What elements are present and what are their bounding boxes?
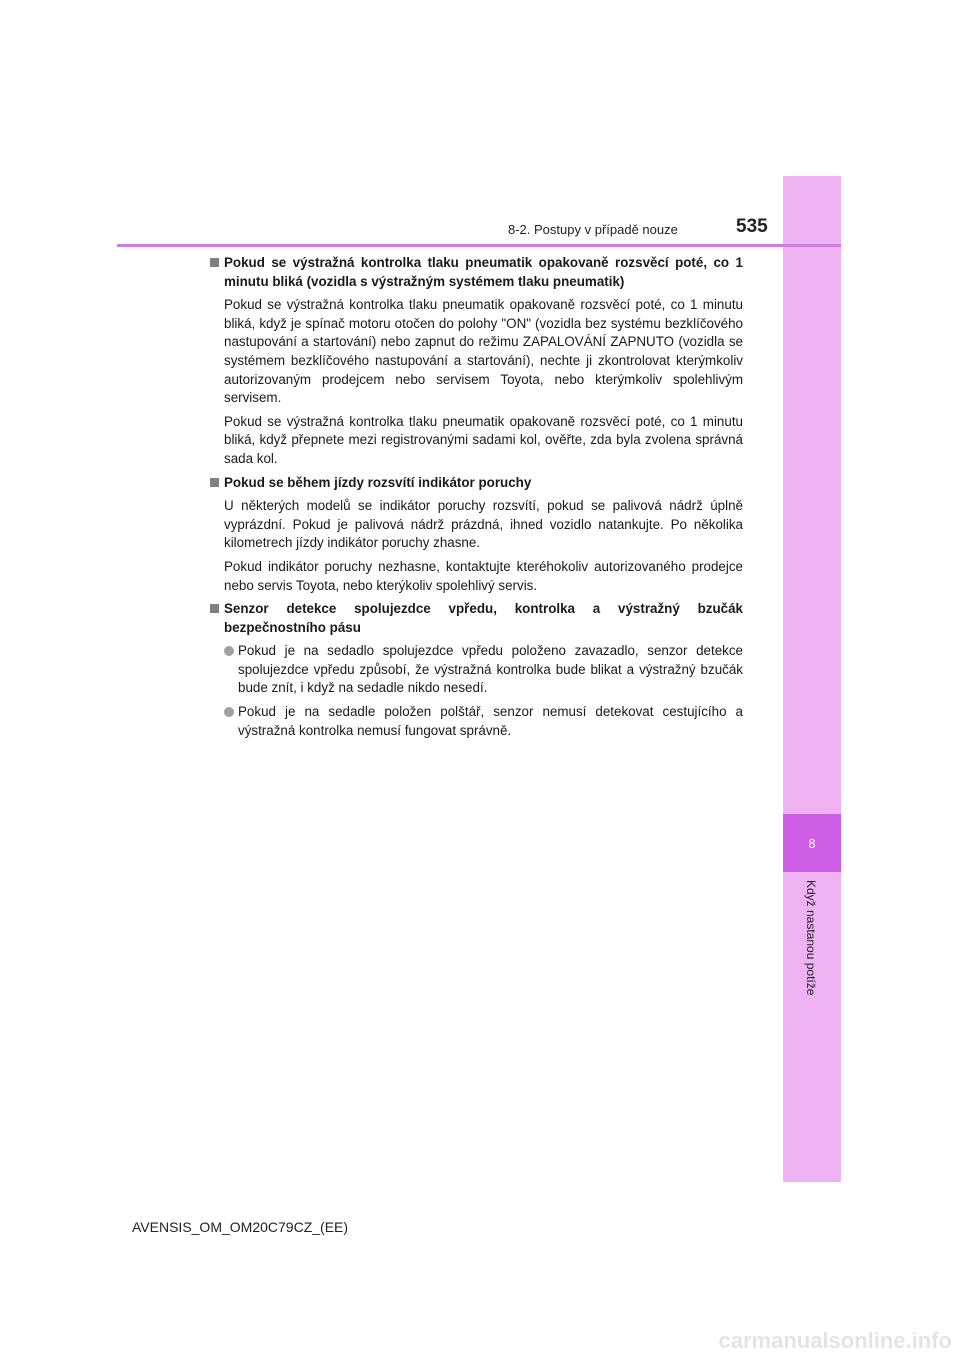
list-item: Pokud je na sedadlo spolujezdce vpředu položeno zavazadlo, senzor detekce spolujezdce vpředu způsobí, že výstražná kontrolka bude blikat a výstražný bzučák bude znít, i když na sedadle nikdo nesedí. xyxy=(210,642,743,698)
square-bullet-icon xyxy=(210,604,219,613)
round-bullet-icon xyxy=(224,707,234,717)
paragraph: Pokud se výstražná kontrolka tlaku pneumatik opakovaně rozsvěcí poté, co 1 minutu bliká, když přepnete mezi registrovanými sadami kol, ověřte, zda byla zvolena správná sada kol. xyxy=(224,413,743,466)
section-heading: Senzor detekce spolujezdce vpředu, kontrolka a výstražný bzučák bezpečnostního pásu xyxy=(210,600,743,637)
section-title: 8-2. Postupy v případě nouze xyxy=(508,222,678,237)
list-item: Pokud je na sedadle položen polštář, senzor nemusí detekovat cestujícího a výstražná kontrolka nemusí fungovat správně. xyxy=(210,703,743,740)
paragraph: Pokud se výstražná kontrolka tlaku pneumatik opakovaně rozsvěcí poté, co 1 minutu bliká, když je spínač motoru otočen do polohy "ON" (vozidla bez systému bezklíčového nastupování a startování) nebo zapnut do režimu ZAPALOVÁNÍ ZAPNUTO (vozidla se systémem bezklíčového nastupování a startování), nechte ji zkontrolovat kterýmkoliv autorizovaným prodejcem nebo servisem Toyota, nebo kterýmkoliv spolehlivým servisem. xyxy=(224,297,743,406)
square-bullet-icon xyxy=(210,478,219,487)
page-number: 535 xyxy=(736,216,768,237)
paragraph: U některých modelů se indikátor poruchy rozsvítí, pokud se palivová nádrž úplně vyprázdní. Pokud je palivová nádrž prázdná, ihned vozidlo natankujte. Po několika kilometrech jízdy indikátor poruchy zhasne. xyxy=(224,498,743,551)
chapter-title-text: Když nastanou potíže xyxy=(804,880,818,996)
section-item xyxy=(210,474,743,596)
chapter-number: 8 xyxy=(808,835,816,851)
header-divider xyxy=(117,244,841,247)
round-bullet-icon xyxy=(224,646,234,656)
section-heading: Pokud se výstražná kontrolka tlaku pneumatik opakovaně rozsvěcí poté, co 1 minutu bliká (vozidla s výstražným systémem tlaku pneumatik) xyxy=(210,254,743,291)
section-item xyxy=(210,600,743,740)
side-tab xyxy=(783,176,841,1182)
section-item xyxy=(210,254,743,469)
square-bullet-icon xyxy=(210,258,219,267)
section-heading: Pokud se během jízdy rozsvítí indikátor poruchy xyxy=(210,474,743,493)
watermark: carmanualsonline.info xyxy=(718,1328,952,1353)
paragraph: Pokud indikátor poruchy nezhasne, kontaktujte kteréhokoliv autorizovaného prodejce nebo servis Toyota, nebo kterýkoliv spolehlivý servis. xyxy=(224,558,743,593)
chapter-number-box xyxy=(783,814,841,872)
document-code: AVENSIS_OM_OM20C79CZ_(EE) xyxy=(132,1219,349,1235)
page-content xyxy=(210,254,743,745)
